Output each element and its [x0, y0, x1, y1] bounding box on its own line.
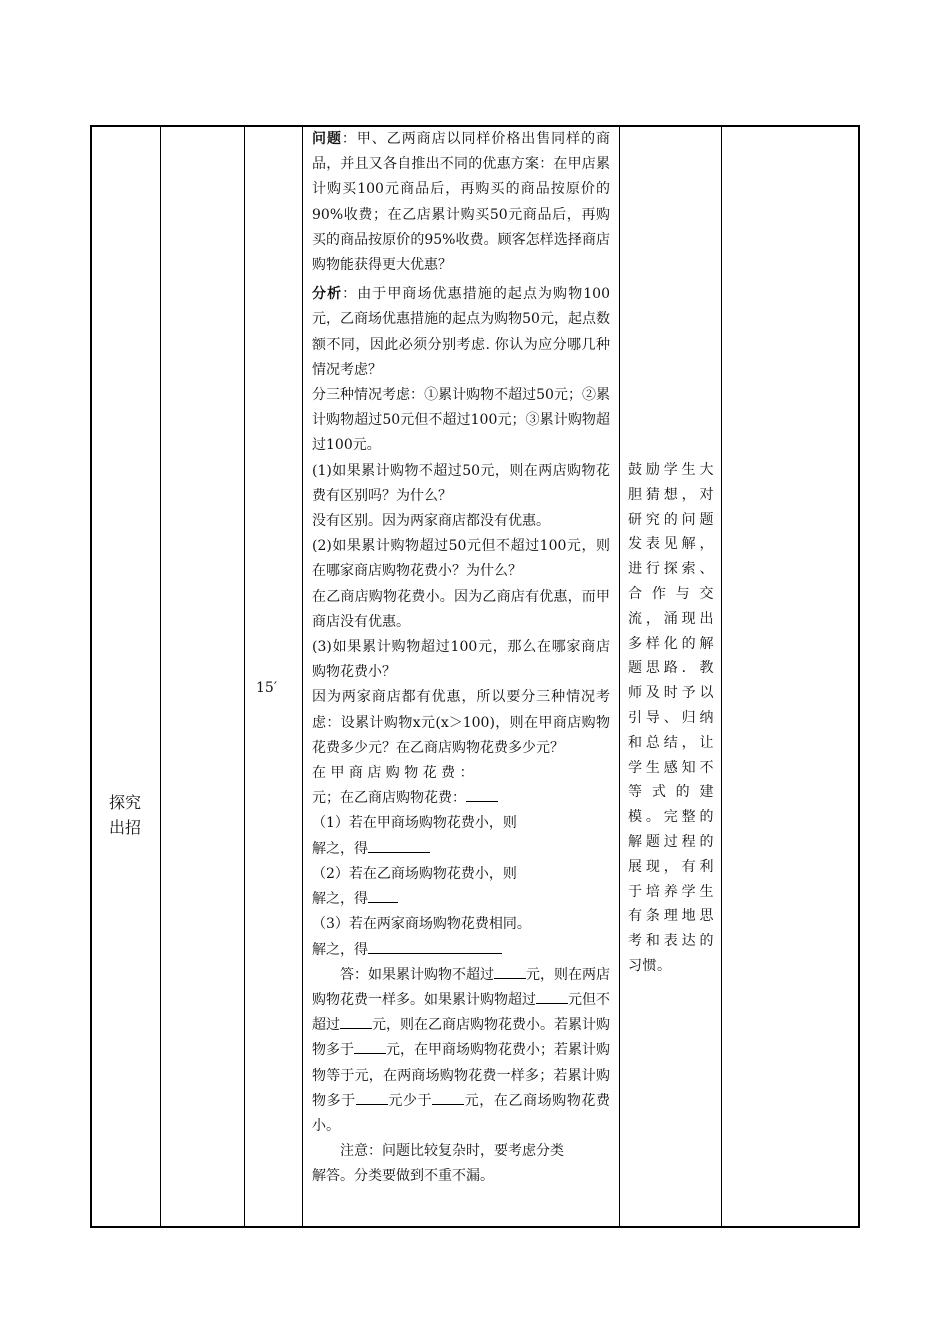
column-divider — [619, 125, 620, 1228]
design-intent-cell: 鼓励学生大胆猜想，对研究的问题发表见解，进行探索、合作与交流，涌现出多样化的解题思路．教师及时予以引导、归纳和总结，让学生感知不等式的建模。完整的解题过程的展现，有利于培养学生有条理地思考和表达的习惯。 — [628, 462, 714, 974]
analysis-paragraph — [312, 282, 610, 383]
jia-cost-line: 在 甲 商 店 购 物 花 费 ： — [312, 765, 474, 782]
problem-paragraph — [312, 127, 610, 278]
answer-1: 没有区别。因为两家商店都没有优惠。 — [312, 513, 550, 530]
answer-blank — [368, 838, 430, 853]
answer-blank — [432, 1090, 464, 1105]
summary-answer: 答：如果累计购物不超过 元，则在两店购物花费一样多。如果累计购物超过 元但不超过 元，则在乙商店购物花费小。若累计购物多于 元，在甲商场购物花费小；若累计购物等于元，在两商场购物花费一样多；若累计购物多于 元少于 元，在乙商场购物花费小。 — [312, 963, 610, 1139]
stage-label-line: 出招 — [108, 818, 141, 837]
analysis-label: 分析 — [312, 286, 343, 303]
problem-text: ：甲、乙两商店以同样价格出售同样的商品，并且又各自推出不同的优惠方案：在甲店累计购买100元商品后，再购买的商品按原价的90%收费；在乙店累计购买50元商品后，再购买的商品按原价的95%收费。顾客怎样选择商店购物能获得更大优惠？ — [312, 131, 611, 274]
answer-blank — [466, 787, 498, 802]
case-3-line: （3）若在两家商场购物花费相同。 — [312, 916, 531, 933]
case-1-solve: 解之，得 — [312, 837, 610, 862]
answer-2: 在乙商店购物花费小。因为乙商店有优惠，而甲商店没有优惠。 — [312, 588, 610, 630]
answer-blank — [368, 888, 398, 903]
note-line: 注意：问题比较复杂时，要考虑分类 — [340, 1143, 564, 1160]
stage-label-line: 探究 — [108, 793, 141, 812]
table-right-border — [858, 125, 860, 1228]
cases-intro: 分三种情况考虑：①累计购物不超过50元；②累计购物超过50元但不超过100元；③累计购物超过100元。 — [312, 387, 610, 454]
problem-label: 问题 — [312, 131, 342, 147]
teaching-content-cell — [312, 127, 610, 1190]
question-3: (3)如果累计购物超过100元，那么在哪家商店购物花费小？ — [312, 639, 610, 681]
answer-blank — [354, 1039, 386, 1054]
case-3-solve: 解之，得 — [312, 938, 610, 963]
note-continuation: 解答。分类要做到不重不漏。 — [312, 1168, 494, 1185]
time-allocation: 15′ — [256, 680, 277, 696]
answer-blank — [356, 1090, 388, 1105]
question-1: (1)如果累计购物不超过50元，则在两店购物花费有区别吗？为什么？ — [312, 462, 610, 504]
column-divider — [302, 125, 303, 1228]
answer-3: 因为两家商店都有优惠，所以要分三种情况考虑：设累计购物x元(x＞100)，则在甲商店购物花费多少元？在乙商店购物花费多少元？ — [312, 689, 610, 756]
case-1-line: （1）若在甲商场购物花费小，则 — [312, 815, 517, 832]
case-2-line: （2）若在乙商场购物花费小，则 — [312, 865, 517, 882]
question-2: (2)如果累计购物超过50元但不超过100元，则在哪家商店购物花费小？为什么？ — [312, 538, 610, 580]
yi-cost-line: 元；在乙商店购物花费： — [312, 786, 610, 811]
table-bottom-border — [90, 1226, 860, 1228]
answer-blank — [494, 964, 526, 979]
answer-blank — [536, 989, 568, 1004]
analysis-text: ：由于甲商场优惠措施的起点为购物100元，乙商场优惠措施的起点为购物50元，起点数额不同，因此必须分别考虑. 你认为应分哪几种情况考虑？ — [312, 286, 610, 378]
answer-blank — [368, 939, 502, 954]
case-2-solve: 解之，得 — [312, 887, 610, 912]
teaching-stage-cell — [90, 790, 160, 840]
column-divider — [721, 125, 722, 1228]
column-divider — [244, 125, 245, 1228]
answer-blank — [340, 1014, 372, 1029]
column-divider — [160, 125, 161, 1228]
table-left-border — [90, 125, 92, 1228]
